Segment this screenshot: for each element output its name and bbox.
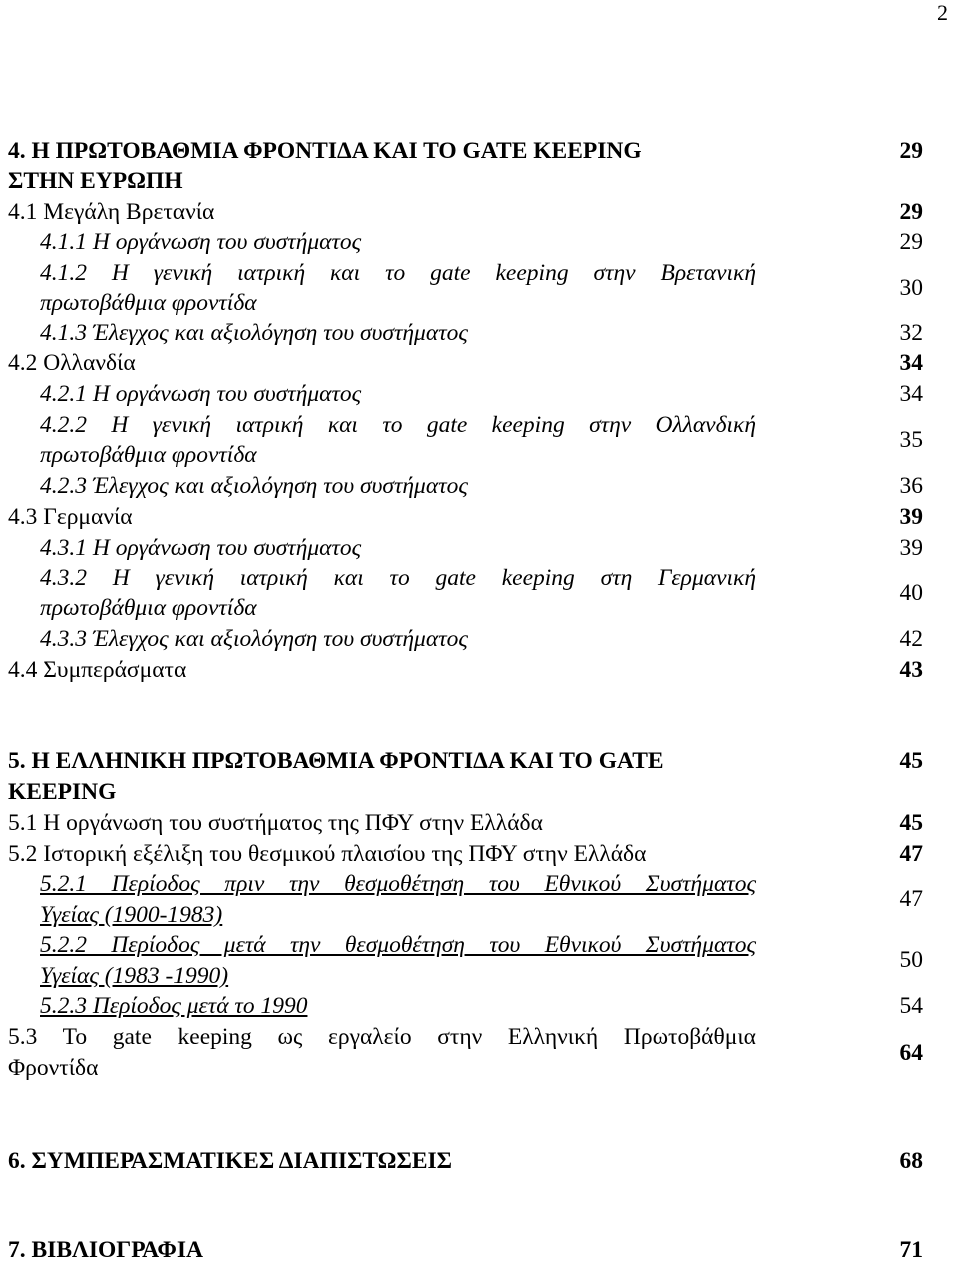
toc-entry-line: 5.2.2 Περίοδος μετά την θεσμοθέτηση του Εθνικού Συστήματος [40, 932, 756, 958]
toc-entry-line: πρωτοβάθμια φροντίδα [40, 290, 257, 316]
toc-entry-line: 5.2.3 Περίοδος μετά το 1990 [40, 993, 308, 1019]
toc-page-number: 68 [899, 1148, 923, 1174]
toc-page-number: 54 [899, 993, 923, 1019]
toc-page-number: 64 [899, 1040, 923, 1066]
toc-page-number: 45 [899, 810, 923, 836]
toc-page-number: 39 [899, 504, 923, 530]
toc-page-number: 42 [899, 626, 923, 652]
toc-entry-line: 5. Η ΕΛΛΗΝΙΚΗ ΠΡΩΤΟΒΑΘΜΙΑ ΦΡΟΝΤΙΔΑ ΚΑΙ ΤΟ GATE [8, 748, 664, 774]
toc-entry-line: 5.2 Ιστορική εξέλιξη του θεσμικού πλαισίου της ΠΦΥ στην Ελλάδα [8, 841, 647, 867]
toc-page-number: 47 [899, 841, 923, 867]
toc-entry-line: 4.1.2 Η γενική ιατρική και το gate keeping στην Βρετανική [40, 260, 756, 286]
toc-entry-line: 4.2.3 Έλεγχος και αξιολόγηση του συστήματος [40, 473, 468, 499]
toc-entry-line: 4.2.2 Η γενική ιατρική και το gate keeping στην Ολλανδική [40, 412, 756, 438]
toc-entry-line: 4.2.1 Η οργάνωση του συστήματος [40, 381, 362, 407]
toc-entry-line: 4.2 Ολλανδία [8, 350, 136, 376]
toc-page-number: 29 [899, 199, 923, 225]
toc-page-number: 71 [899, 1237, 923, 1263]
toc-entry-line: 5.2.1 Περίοδος πριν την θεσμοθέτηση του Εθνικού Συστήματος [40, 871, 756, 897]
toc-entry-line: 5.3 Το gate keeping ως εργαλείο στην Ελληνική Πρωτοβάθμια [8, 1024, 756, 1050]
toc-page-number: 50 [899, 947, 923, 973]
toc-entry-line: 4.3 Γερμανία [8, 504, 133, 530]
toc-page-number: 35 [899, 427, 923, 453]
toc-page-number: 36 [899, 473, 923, 499]
toc-entry-line: πρωτοβάθμια φροντίδα [40, 595, 257, 621]
toc-entry-line: 4.3.3 Έλεγχος και αξιολόγηση του συστήματος [40, 626, 468, 652]
toc-entry-line: Υγείας (1983 -1990) [40, 963, 229, 989]
toc-page-number: 39 [899, 535, 923, 561]
toc-entry-line: 4.1.3 Έλεγχος και αξιολόγηση του συστήματος [40, 320, 468, 346]
toc-entry-line: ΣΤΗΝ ΕΥΡΩΠΗ [8, 168, 183, 194]
toc-page-number: 40 [899, 580, 923, 606]
toc-entry-line: 4.4 Συμπεράσματα [8, 657, 187, 683]
toc-page-number: 47 [899, 886, 923, 912]
toc-entry-line: 5.1 Η οργάνωση του συστήματος της ΠΦΥ στην Ελλάδα [8, 810, 543, 836]
toc-entry-line: 4.1.1 Η οργάνωση του συστήματος [40, 229, 362, 255]
toc-entry-line: 4. Η ΠΡΩΤΟΒΑΘΜΙΑ ΦΡΟΝΤΙΔΑ ΚΑΙ ΤΟ GATE KEEPING [8, 138, 642, 164]
toc-entry-line: πρωτοβάθμια φροντίδα [40, 442, 257, 468]
toc-page-number: 29 [899, 229, 923, 255]
toc-page-number: 29 [899, 138, 923, 164]
toc-entry-line: Φροντίδα [8, 1055, 99, 1081]
toc-entry-line: KEEPING [8, 779, 117, 805]
toc-page-number: 30 [899, 275, 923, 301]
toc-entry-line: 4.1 Μεγάλη Βρετανία [8, 199, 215, 225]
toc-page-number: 45 [899, 748, 923, 774]
toc-entry-line: 7. ΒΙΒΛΙΟΓΡΑΦΙΑ [8, 1237, 203, 1263]
toc-page-number: 43 [899, 657, 923, 683]
toc-page-number: 34 [899, 350, 923, 376]
toc-page-number: 32 [899, 320, 923, 346]
toc-entry-line: Υγείας (1900-1983) [40, 902, 223, 928]
toc-entry-line: 4.3.2 Η γενική ιατρική και το gate keeping στη Γερμανική [40, 565, 756, 591]
toc-page-number: 34 [899, 381, 923, 407]
toc-entry-line: 6. ΣΥΜΠΕΡΑΣΜΑΤΙΚΕΣ ΔΙΑΠΙΣΤΩΣΕΙΣ [8, 1148, 453, 1174]
toc-entry-line: 4.3.1 Η οργάνωση του συστήματος [40, 535, 362, 561]
page-number: 2 [937, 0, 948, 25]
